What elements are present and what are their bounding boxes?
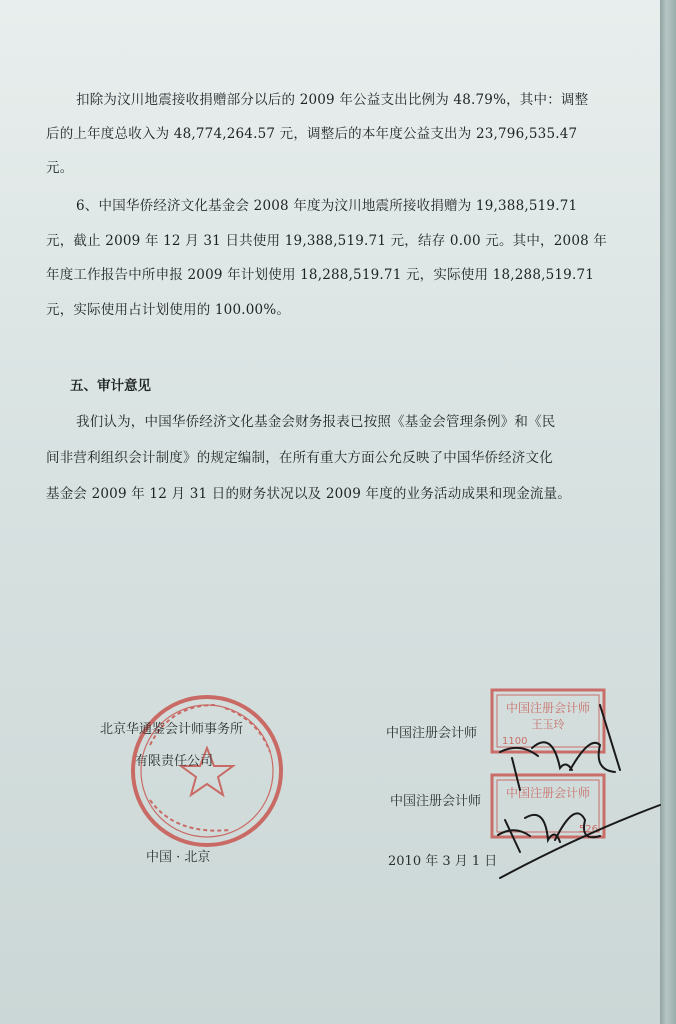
cpa-label-1: 中国注册会计师 (386, 726, 478, 741)
body-line: 6、中国华侨经济文化基金会 2008 年度为汶川地震所接收捐赠为 19,388,519.71 (76, 198, 578, 214)
firm-name-line1: 北京华通鉴会计师事务所 (100, 722, 244, 737)
body-line: 元，实际使用占计划使用的 100.00%。 (46, 302, 291, 318)
body-line: 年度工作报告中所申报 2009 年计划使用 18,288,519.71 元，实际使用 18,288,519.71 (46, 267, 595, 283)
report-date: 2010 年 3 月 1 日 (388, 854, 498, 869)
body-line: 后的上年度总收入为 48,774,264.57 元，调整后的本年度公益支出为 23,796,535.47 (46, 126, 578, 142)
cpa-stamp-2-title: 中国注册会计师 (505, 786, 591, 800)
body-line: 我们认为，中国华侨经济文化基金会财务报表已按照《基金会管理条例》和《民 (76, 414, 556, 430)
body-line: 扣除为汶川地震接收捐赠部分以后的 2009 年公益支出比例为 48.79%，其中：调整 (76, 92, 589, 108)
body-line: 元。 (46, 160, 74, 176)
section-heading: 五、审计意见 (70, 378, 151, 394)
body-line: 间非营利组织会计制度》的规定编制，在所有重大方面公允反映了中国华侨经济文化 (46, 450, 553, 466)
firm-name-line2: 有限责任公司 (135, 754, 214, 769)
cpa-label-2: 中国注册会计师 (390, 794, 482, 809)
cpa-stamp-1-title: 中国注册会计师 (505, 701, 591, 715)
handwritten-signature-2 (498, 805, 660, 878)
body-line: 元，截止 2009 年 12 月 31 日共使用 19,388,519.71 元，结存 0.00 元。其中，2008 年 (46, 233, 608, 249)
cpa-stamp-2-number: 526 (578, 824, 598, 835)
firm-location: 中国 · 北京 (146, 850, 211, 865)
body-line: 基金会 2009 年 12 月 31 日的财务状况以及 2009 年度的业务活动成果和现金流量。 (46, 486, 571, 502)
cpa-stamp-1-number: 1100 (502, 736, 528, 747)
cpa-stamp-1-name: 王玉玲 (531, 718, 565, 731)
